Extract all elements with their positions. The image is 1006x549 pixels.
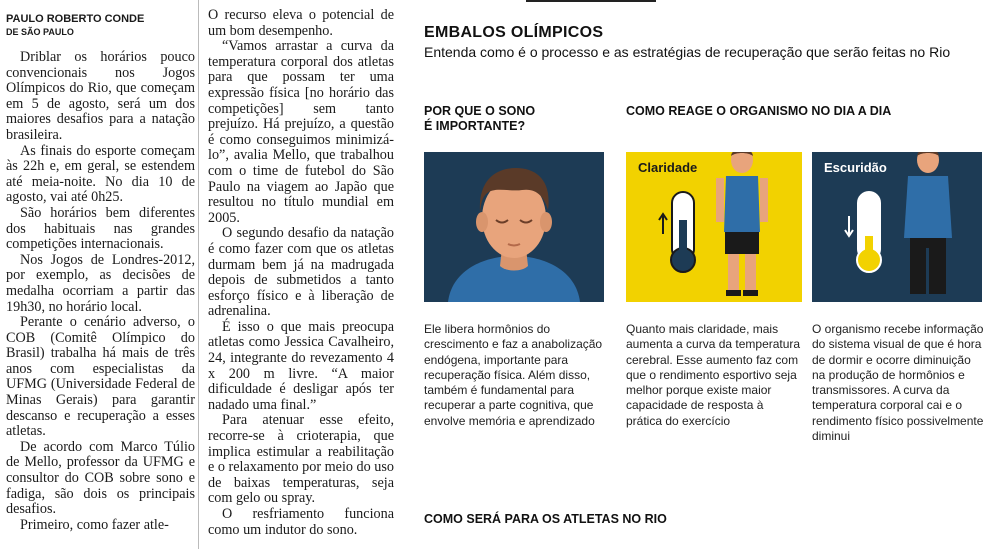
- light-panel: [626, 152, 802, 302]
- article-column-2: [208, 0, 394, 538]
- caption-sleep: Ele libera hormônios do crescimento e faz a anabolização endógena, importante para recuperação física. Além disso, também é fundamental para recuperar a parte cognitiva, que envolve memória e aprendizado: [424, 322, 603, 428]
- light-scene-icon: [626, 152, 802, 302]
- author-name: PAULO ROBERTO CONDE: [6, 13, 145, 25]
- paragraph: O segundo desafio da natação é como fazer com que os atletas durmam bem já na madrugada depois de submetidos a tanto esforço físico e à liberação de adrenalina.: [208, 225, 394, 320]
- author-location: DE SÃO PAULO: [6, 27, 74, 37]
- paragraph: Nos Jogos de Londres-2012, por exemplo, as decisões de medalha ocorriam a partir das 19h30, no horário local.: [6, 251, 195, 315]
- dark-panel: [812, 152, 982, 302]
- how-body-reacts-heading: COMO REAGE O ORGANISMO NO DIA A DIA: [626, 104, 892, 118]
- sleeping-person-icon: [424, 152, 604, 302]
- caption-light: Quanto mais claridade, mais aumenta a curva da temperatura cerebral. Esse aumento faz com que o rendimento esportivo seja melhor porque existe maior capacidade de resposta à prática do exercício: [626, 322, 801, 428]
- athletes-rio-heading: COMO SERÁ PARA OS ATLETAS NO RIO: [424, 512, 667, 526]
- paragraph: “Vamos arrastar a curva da temperatura corporal dos atletas para que possam ter uma expressão física [no horário das competições] sem tanto prejuízo. Há prejuízo, a questão é como conseguimos minimizá-lo”, avalia Mello, que trabalhou com o time de futebol do São Paulo na viagem ao Japão que resultou no título mundial em 2005.: [208, 38, 394, 226]
- paragraph: Para atenuar esse efeito, recorre-se à crioterapia, que implica estimular a reabilitação e o relaxamento por meio do uso de baixas temperaturas, seja com gelo ou spray.: [208, 412, 394, 507]
- paragraph: O resfriamento funciona como um indutor do sono.: [208, 506, 394, 538]
- paragraph: São horários bem diferentes dos habituais nas grandes competições internacionais.: [6, 204, 195, 253]
- infographic: [410, 0, 1006, 549]
- dark-label: Escuridão: [824, 160, 887, 175]
- paragraph: É isso o que mais preocupa atletas como Jessica Cavalheiro, 24, integrante do revezamento 4 x 200 m livre. “A maior dificuldade é desligar após ter nadado uma final.”: [208, 318, 394, 413]
- paragraph: Driblar os horários pouco convencionais nos Jogos Olímpicos do Rio, que começam em 5 de agosto, será um dos maiores desafios para a natação brasileira.: [6, 49, 195, 143]
- caption-dark: O organismo recebe informação do sistema visual de que é hora de dormir e ocorre diminuição na produção de hormônios e transmissores. A curva da temperatura corporal cai e o rendimento físico possivelmente diminui: [812, 322, 984, 444]
- light-label: Claridade: [638, 160, 698, 175]
- paragraph: Primeiro, como fazer atle-: [20, 516, 169, 533]
- paragraph: O recurso eleva o potencial de um bom desempenho.: [208, 7, 394, 39]
- infographic-subtitle: Entenda como é o processo e as estratégias de recuperação que serão feitas no Rio: [424, 44, 951, 60]
- sleep-illustration: [424, 152, 604, 302]
- dark-scene-icon: [812, 152, 982, 302]
- paragraph: Perante o cenário adverso, o COB (Comitê Olímpico do Brasil) trabalha há mais de três anos com especialistas da UFMG (Universidade Federal de Minas Gerais) para garantir descanso e recuperação a esses atletas.: [6, 314, 195, 440]
- paragraph: As finais do esporte começam às 22h e, em geral, se estendem até meia-noite. No dia 10 de agosto, vai até 0h25.: [6, 142, 195, 206]
- article-column-1: [6, 0, 195, 533]
- paragraph: De acordo com Marco Túlio de Mello, professor da UFMG e consultor do COB sobre sono e fadiga, são dois os principais desafios.: [6, 438, 195, 518]
- column-divider: [198, 0, 199, 549]
- why-sleep-heading: POR QUE O SONO É IMPORTANTE?: [424, 104, 536, 133]
- infographic-title: EMBALOS OLÍMPICOS: [424, 24, 604, 41]
